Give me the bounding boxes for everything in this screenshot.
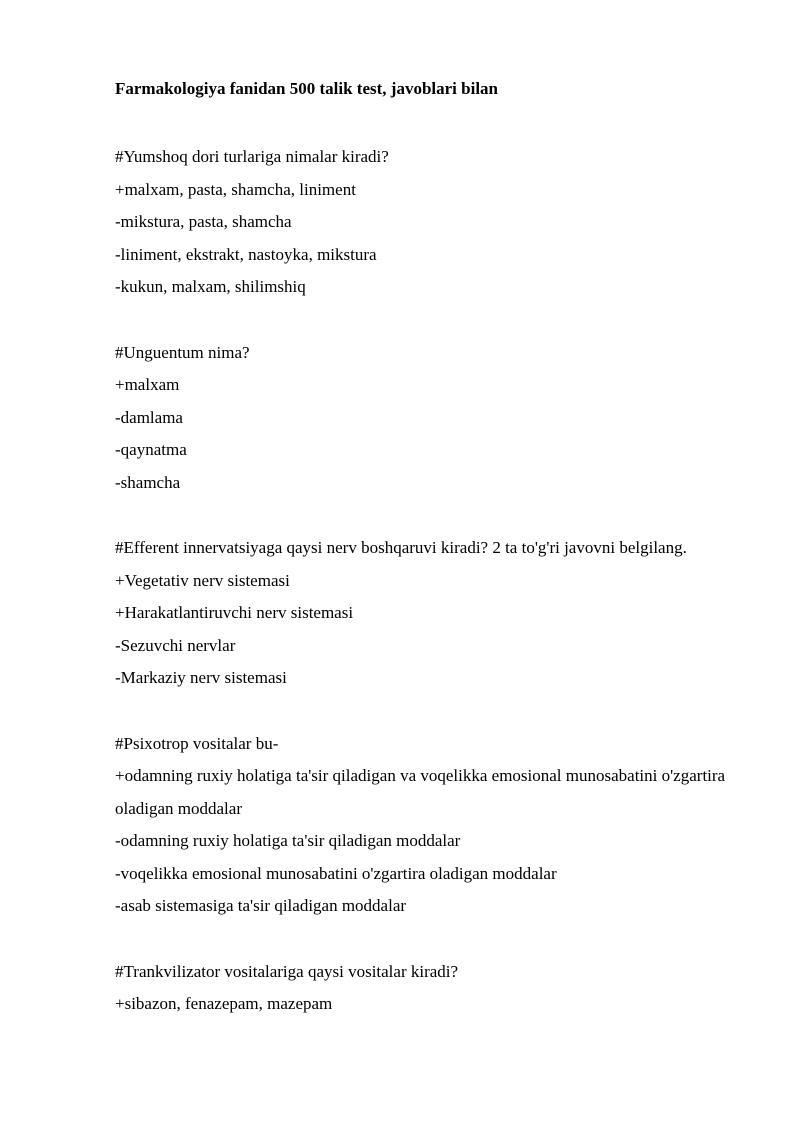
question-list xyxy=(115,141,735,1021)
answer-option: -odamning ruxiy holatiga ta'sir qiladigan moddalar xyxy=(115,831,461,850)
answer-option: -Sezuvchi nervlar xyxy=(115,635,236,655)
answer-option: -voqelikka emosional munosabatini o'zgartira oladigan moddalar xyxy=(115,863,557,883)
answer-option: -shamcha xyxy=(115,472,181,492)
question-block xyxy=(115,141,735,304)
document-page xyxy=(115,76,735,1054)
question-block xyxy=(115,532,735,695)
answer-option: +malxam xyxy=(115,375,180,394)
answer-option: +sibazon, fenazepam, mazepam xyxy=(115,994,333,1013)
answer-option: -asab sistemasiga ta'sir qiladigan moddalar xyxy=(115,896,407,915)
question-block xyxy=(115,728,735,923)
answer-option: -liniment, ekstrakt, nastoyka, mikstura xyxy=(115,244,377,264)
question-block xyxy=(115,956,735,1021)
question-block xyxy=(115,337,735,500)
answer-option: -damlama xyxy=(115,407,183,427)
answer-option: -kukun, malxam, shilimshiq xyxy=(115,277,306,296)
answer-option: +odamning ruxiy holatiga ta'sir qiladigan va voqelikka emosional munosabatini o'zgartira oladigan moddalar xyxy=(115,766,726,818)
answer-option: +Vegetativ nerv sistemasi xyxy=(115,570,290,590)
question-text: #Yumshoq dori turlariga nimalar kiradi? xyxy=(115,147,389,166)
answer-option: +Harakatlantiruvchi nerv sistemasi xyxy=(115,603,354,622)
answer-option: +malxam, pasta, shamcha, liniment xyxy=(115,179,356,199)
question-text: #Efferent innervatsiyaga qaysi nerv boshqaruvi kiradi? 2 ta to'g'ri javovni belgilang. xyxy=(115,538,687,557)
document-title: Farmakologiya fanidan 500 talik test, javoblari bilan xyxy=(115,79,498,98)
answer-option: -mikstura, pasta, shamcha xyxy=(115,212,292,231)
question-text: #Trankvilizator vositalariga qaysi vositalar kiradi? xyxy=(115,961,459,981)
question-text: #Psixotrop vositalar bu- xyxy=(115,733,279,753)
answer-option: -qaynatma xyxy=(115,440,187,459)
question-text: #Unguentum nima? xyxy=(115,342,250,362)
answer-option: -Markaziy nerv sistemasi xyxy=(115,668,287,687)
